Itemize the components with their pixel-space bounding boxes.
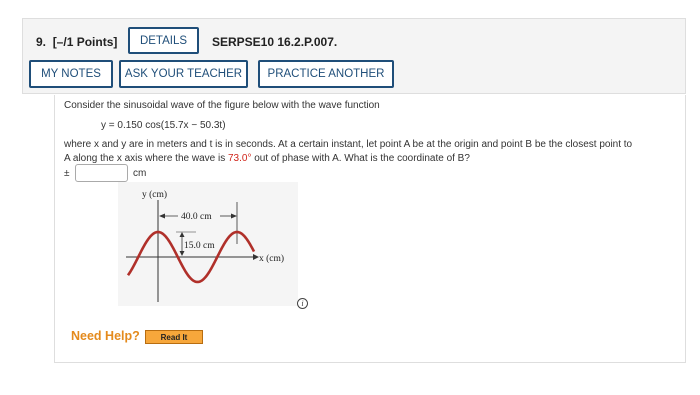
amplitude-label: 15.0 cm (184, 241, 215, 251)
answer-unit: cm (133, 168, 147, 179)
answer-input[interactable] (75, 164, 128, 182)
need-help-label: Need Help? (71, 329, 140, 343)
problem-line-1: where x and y are in meters and t is in seconds. At a certain instant, let point A be at the origin and point B be the closest point to (64, 139, 633, 150)
ask-your-teacher-button[interactable]: ASK YOUR TEACHER (119, 60, 248, 88)
phase-value: 73.0° (227, 153, 252, 164)
wavelength-label: 40.0 cm (181, 212, 212, 222)
problem-line-2: A along the x axis where the wave is 73.0° out of phase with A. What is the coordinate of B? (64, 153, 470, 164)
answer-sign: ± (64, 168, 70, 179)
question-number-points: 9. [–/1 Points] (36, 35, 118, 49)
info-icon[interactable]: i (297, 298, 308, 309)
question-code: SERPSE10 16.2.P.007. (212, 35, 338, 49)
my-notes-button[interactable]: MY NOTES (29, 60, 113, 88)
y-axis-label: y (cm) (142, 190, 168, 200)
practice-another-button[interactable]: PRACTICE ANOTHER (258, 60, 394, 88)
problem-intro: Consider the sinusoidal wave of the figure below with the wave function (64, 100, 380, 111)
x-axis-label: x (cm) (259, 254, 285, 264)
question-header (22, 18, 686, 94)
wave-equation: y = 0.150 cos(15.7x − 50.3t) (101, 120, 226, 131)
wave-figure (118, 182, 298, 306)
details-button[interactable]: DETAILS (128, 27, 199, 54)
read-it-button[interactable]: Read It (145, 330, 203, 344)
